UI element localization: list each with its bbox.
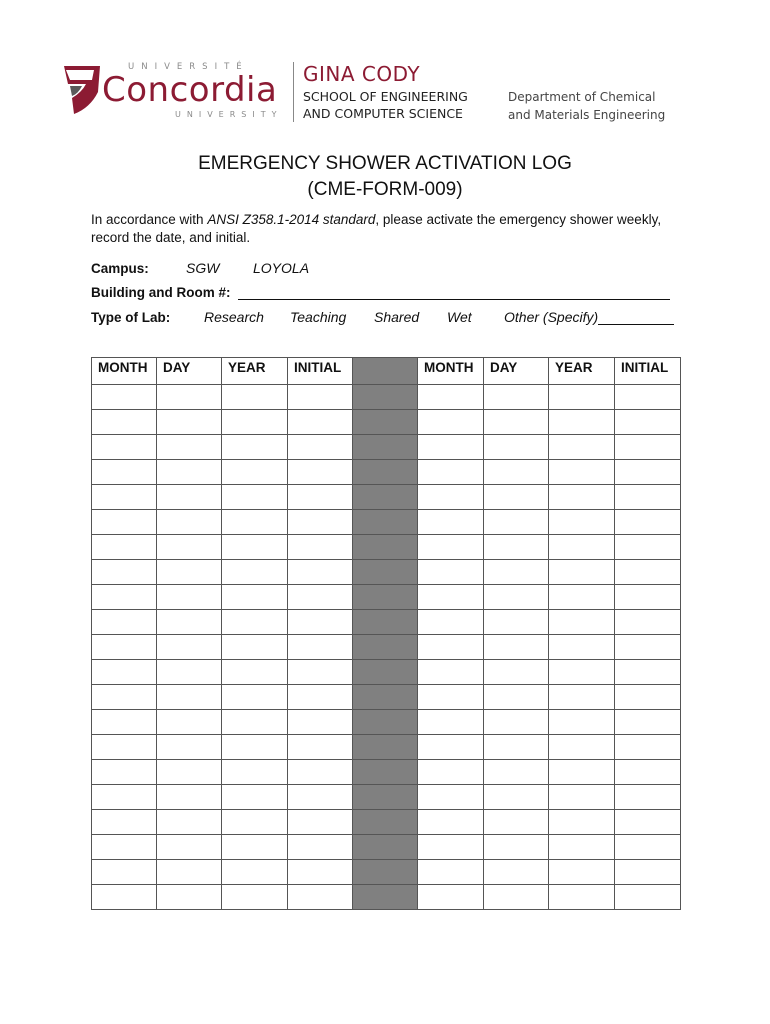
- divider-cell: [353, 860, 418, 885]
- campus-row: [91, 261, 149, 276]
- cell-initial-left[interactable]: [288, 685, 353, 710]
- university-top-text: UNIVERSITÉ: [128, 62, 249, 72]
- table-row: [92, 385, 681, 410]
- cell-year-left[interactable]: [222, 760, 288, 785]
- table-row: [92, 460, 681, 485]
- cell-day-left[interactable]: [157, 810, 222, 835]
- building-row: [91, 285, 231, 300]
- divider-cell: [353, 660, 418, 685]
- cell-year-left[interactable]: [222, 535, 288, 560]
- cell-day-right[interactable]: [484, 560, 549, 585]
- cell-year-left[interactable]: [222, 735, 288, 760]
- header-month-left: MONTH: [92, 358, 157, 385]
- divider-cell: [353, 410, 418, 435]
- cell-day-right[interactable]: [484, 535, 549, 560]
- cell-month-left[interactable]: [92, 785, 157, 810]
- cell-year-right[interactable]: [549, 585, 615, 610]
- cell-day-left[interactable]: [157, 485, 222, 510]
- cell-year-right[interactable]: [549, 860, 615, 885]
- cell-year-left[interactable]: [222, 585, 288, 610]
- cell-year-left[interactable]: [222, 885, 288, 910]
- cell-month-right[interactable]: [418, 435, 484, 460]
- cell-month-left[interactable]: [92, 435, 157, 460]
- cell-initial-left[interactable]: [288, 760, 353, 785]
- cell-day-right[interactable]: [484, 685, 549, 710]
- intro-before: In accordance with: [91, 212, 208, 227]
- university-name: Concordia: [102, 70, 278, 110]
- cell-initial-left[interactable]: [288, 835, 353, 860]
- divider-cell: [353, 710, 418, 735]
- intro-standard: ANSI Z358.1-2014 standard: [207, 212, 376, 227]
- concordia-logo: [60, 60, 285, 122]
- cell-month-right[interactable]: [418, 710, 484, 735]
- table-row: [92, 710, 681, 735]
- form-title-block: [0, 151, 770, 203]
- cell-year-right[interactable]: [549, 785, 615, 810]
- cell-month-right[interactable]: [418, 660, 484, 685]
- cell-year-right[interactable]: [549, 435, 615, 460]
- cell-month-left[interactable]: [92, 760, 157, 785]
- cell-day-right[interactable]: [484, 660, 549, 685]
- cell-month-left[interactable]: [92, 460, 157, 485]
- building-room-field[interactable]: [238, 285, 670, 300]
- cell-month-left[interactable]: [92, 535, 157, 560]
- table-row: [92, 685, 681, 710]
- cell-initial-right[interactable]: [615, 610, 681, 635]
- divider-cell: [353, 685, 418, 710]
- cell-initial-left[interactable]: [288, 735, 353, 760]
- cell-month-right[interactable]: [418, 860, 484, 885]
- lab-type-label: Type of Lab:: [91, 310, 171, 325]
- faculty-line-1: SCHOOL OF ENGINEERING: [303, 89, 468, 104]
- cell-year-left[interactable]: [222, 785, 288, 810]
- department-line-2: and Materials Engineering: [508, 108, 666, 122]
- cell-day-right[interactable]: [484, 835, 549, 860]
- cell-day-right[interactable]: [484, 585, 549, 610]
- cell-year-left[interactable]: [222, 810, 288, 835]
- cell-year-right[interactable]: [549, 560, 615, 585]
- campus-option-loyola[interactable]: LOYOLA: [253, 260, 310, 276]
- cell-day-left[interactable]: [157, 835, 222, 860]
- form-code: (CME-FORM-009): [307, 179, 463, 200]
- cell-day-left[interactable]: [157, 860, 222, 885]
- header-day-right: DAY: [484, 358, 549, 385]
- cell-initial-left[interactable]: [288, 660, 353, 685]
- cell-month-left[interactable]: [92, 735, 157, 760]
- table-row: [92, 660, 681, 685]
- cell-day-right[interactable]: [484, 785, 549, 810]
- header-initial-left: INITIAL: [288, 358, 353, 385]
- cell-initial-right[interactable]: [615, 735, 681, 760]
- divider-cell: [353, 585, 418, 610]
- divider-cell: [353, 385, 418, 410]
- cell-initial-right[interactable]: [615, 860, 681, 885]
- divider-cell: [353, 885, 418, 910]
- cell-day-right[interactable]: [484, 610, 549, 635]
- table-row: [92, 785, 681, 810]
- cell-initial-right[interactable]: [615, 660, 681, 685]
- cell-day-left[interactable]: [157, 885, 222, 910]
- cell-initial-left[interactable]: [288, 560, 353, 585]
- cell-day-left[interactable]: [157, 635, 222, 660]
- cell-month-left[interactable]: [92, 610, 157, 635]
- cell-initial-right[interactable]: [615, 510, 681, 535]
- cell-month-left[interactable]: [92, 860, 157, 885]
- cell-day-right[interactable]: [484, 735, 549, 760]
- cell-initial-right[interactable]: [615, 385, 681, 410]
- cell-year-left[interactable]: [222, 510, 288, 535]
- logo-divider: [293, 62, 294, 122]
- cell-initial-left[interactable]: [288, 585, 353, 610]
- cell-day-left[interactable]: [157, 660, 222, 685]
- cell-month-right[interactable]: [418, 510, 484, 535]
- cell-year-right[interactable]: [549, 660, 615, 685]
- cell-month-left[interactable]: [92, 635, 157, 660]
- cell-day-right[interactable]: [484, 485, 549, 510]
- cell-year-left[interactable]: [222, 385, 288, 410]
- cell-month-left[interactable]: [92, 385, 157, 410]
- cell-initial-right[interactable]: [615, 685, 681, 710]
- cell-year-left[interactable]: [222, 635, 288, 660]
- table-row: [92, 885, 681, 910]
- cell-year-left[interactable]: [222, 710, 288, 735]
- cell-month-left[interactable]: [92, 835, 157, 860]
- cell-month-left[interactable]: [92, 710, 157, 735]
- cell-day-left[interactable]: [157, 685, 222, 710]
- cell-day-left[interactable]: [157, 610, 222, 635]
- cell-day-right[interactable]: [484, 885, 549, 910]
- cell-year-right[interactable]: [549, 685, 615, 710]
- cell-day-left[interactable]: [157, 385, 222, 410]
- log-table-body: [92, 385, 681, 910]
- cell-month-right[interactable]: [418, 810, 484, 835]
- building-label: Building and Room #:: [91, 285, 231, 300]
- divider-cell: [353, 635, 418, 660]
- cell-month-right[interactable]: [418, 460, 484, 485]
- table-header-row: [92, 358, 681, 385]
- department-line-1: Department of Chemical: [508, 90, 656, 104]
- header-month-right: MONTH: [418, 358, 484, 385]
- cell-month-right[interactable]: [418, 835, 484, 860]
- cell-initial-left[interactable]: [288, 860, 353, 885]
- cell-month-right[interactable]: [418, 760, 484, 785]
- cell-month-right[interactable]: [418, 410, 484, 435]
- cell-year-right[interactable]: [549, 610, 615, 635]
- cell-initial-left[interactable]: [288, 510, 353, 535]
- cell-day-right[interactable]: [484, 410, 549, 435]
- table-row: [92, 410, 681, 435]
- cell-year-right[interactable]: [549, 760, 615, 785]
- table-row: [92, 535, 681, 560]
- header-day-left: DAY: [157, 358, 222, 385]
- cell-month-right[interactable]: [418, 585, 484, 610]
- cell-year-right[interactable]: [549, 810, 615, 835]
- cell-day-right[interactable]: [484, 760, 549, 785]
- shield-icon: [60, 62, 104, 118]
- cell-initial-left[interactable]: [288, 410, 353, 435]
- cell-initial-right[interactable]: [615, 585, 681, 610]
- cell-day-left[interactable]: [157, 785, 222, 810]
- table-row: [92, 435, 681, 460]
- cell-year-right[interactable]: [549, 385, 615, 410]
- divider-column-header: [353, 358, 418, 385]
- table-row: [92, 835, 681, 860]
- campus-option-sgw[interactable]: SGW: [186, 260, 220, 276]
- cell-year-right[interactable]: [549, 510, 615, 535]
- cell-month-right[interactable]: [418, 610, 484, 635]
- cell-year-right[interactable]: [549, 485, 615, 510]
- cell-month-right[interactable]: [418, 685, 484, 710]
- cell-year-right[interactable]: [549, 410, 615, 435]
- cell-month-left[interactable]: [92, 510, 157, 535]
- table-row: [92, 860, 681, 885]
- form-title: EMERGENCY SHOWER ACTIVATION LOG: [198, 153, 572, 174]
- cell-initial-right[interactable]: [615, 885, 681, 910]
- lab-option-other[interactable]: Other (Specify): [504, 309, 599, 325]
- table-row: [92, 810, 681, 835]
- cell-year-right[interactable]: [549, 535, 615, 560]
- cell-year-left[interactable]: [222, 685, 288, 710]
- table-row: [92, 760, 681, 785]
- cell-initial-left[interactable]: [288, 385, 353, 410]
- divider-cell: [353, 535, 418, 560]
- cell-day-right[interactable]: [484, 860, 549, 885]
- cell-year-right[interactable]: [549, 885, 615, 910]
- cell-year-left[interactable]: [222, 460, 288, 485]
- cell-day-right[interactable]: [484, 435, 549, 460]
- cell-day-right[interactable]: [484, 635, 549, 660]
- cell-day-right[interactable]: [484, 510, 549, 535]
- cell-initial-right[interactable]: [615, 785, 681, 810]
- cell-year-left[interactable]: [222, 435, 288, 460]
- divider-cell: [353, 610, 418, 635]
- header-year-right: YEAR: [549, 358, 615, 385]
- cell-initial-left[interactable]: [288, 885, 353, 910]
- table-row: [92, 485, 681, 510]
- cell-initial-left[interactable]: [288, 610, 353, 635]
- cell-initial-right[interactable]: [615, 810, 681, 835]
- department-name: [508, 88, 665, 124]
- cell-year-left[interactable]: [222, 660, 288, 685]
- divider-cell: [353, 760, 418, 785]
- cell-month-right[interactable]: [418, 735, 484, 760]
- cell-initial-right[interactable]: [615, 760, 681, 785]
- cell-initial-right[interactable]: [615, 460, 681, 485]
- faculty-name: GINA CODY: [303, 62, 421, 86]
- cell-day-left[interactable]: [157, 710, 222, 735]
- cell-month-left[interactable]: [92, 485, 157, 510]
- divider-cell: [353, 460, 418, 485]
- cell-year-right[interactable]: [549, 710, 615, 735]
- cell-day-left[interactable]: [157, 510, 222, 535]
- divider-cell: [353, 835, 418, 860]
- cell-month-left[interactable]: [92, 660, 157, 685]
- divider-cell: [353, 810, 418, 835]
- cell-month-left[interactable]: [92, 410, 157, 435]
- faculty-line-2: AND COMPUTER SCIENCE: [303, 106, 463, 121]
- faculty-school: [303, 88, 468, 122]
- cell-month-left[interactable]: [92, 685, 157, 710]
- cell-year-right[interactable]: [549, 635, 615, 660]
- intro-after: , please activate the emergency shower weekly, record the date, and initial.: [91, 212, 662, 245]
- cell-month-left[interactable]: [92, 560, 157, 585]
- cell-initial-left[interactable]: [288, 460, 353, 485]
- table-row: [92, 560, 681, 585]
- cell-day-right[interactable]: [484, 460, 549, 485]
- cell-day-right[interactable]: [484, 710, 549, 735]
- table-row: [92, 735, 681, 760]
- campus-label: Campus:: [91, 261, 149, 276]
- intro-paragraph: [91, 211, 691, 247]
- cell-year-left[interactable]: [222, 485, 288, 510]
- cell-day-left[interactable]: [157, 560, 222, 585]
- cell-year-right[interactable]: [549, 460, 615, 485]
- cell-day-left[interactable]: [157, 435, 222, 460]
- header-year-left: YEAR: [222, 358, 288, 385]
- cell-initial-left[interactable]: [288, 810, 353, 835]
- cell-year-left[interactable]: [222, 410, 288, 435]
- divider-cell: [353, 510, 418, 535]
- cell-initial-right[interactable]: [615, 410, 681, 435]
- cell-year-right[interactable]: [549, 835, 615, 860]
- cell-initial-left[interactable]: [288, 785, 353, 810]
- divider-cell: [353, 735, 418, 760]
- cell-day-right[interactable]: [484, 385, 549, 410]
- cell-month-right[interactable]: [418, 785, 484, 810]
- cell-month-right[interactable]: [418, 560, 484, 585]
- cell-day-right[interactable]: [484, 810, 549, 835]
- cell-year-right[interactable]: [549, 735, 615, 760]
- cell-initial-right[interactable]: [615, 560, 681, 585]
- cell-initial-left[interactable]: [288, 435, 353, 460]
- cell-year-left[interactable]: [222, 835, 288, 860]
- lab-option-shared[interactable]: Shared: [374, 309, 420, 325]
- cell-year-left[interactable]: [222, 560, 288, 585]
- divider-cell: [353, 560, 418, 585]
- table-row: [92, 610, 681, 635]
- cell-month-left[interactable]: [92, 810, 157, 835]
- cell-year-left[interactable]: [222, 610, 288, 635]
- table-row: [92, 510, 681, 535]
- cell-day-left[interactable]: [157, 760, 222, 785]
- divider-cell: [353, 785, 418, 810]
- cell-initial-right[interactable]: [615, 635, 681, 660]
- cell-initial-left[interactable]: [288, 535, 353, 560]
- cell-month-right[interactable]: [418, 485, 484, 510]
- cell-month-left[interactable]: [92, 585, 157, 610]
- cell-year-left[interactable]: [222, 860, 288, 885]
- lab-option-research[interactable]: Research: [204, 309, 264, 325]
- cell-day-left[interactable]: [157, 410, 222, 435]
- cell-initial-right[interactable]: [615, 710, 681, 735]
- divider-cell: [353, 485, 418, 510]
- cell-day-left[interactable]: [157, 585, 222, 610]
- cell-day-left[interactable]: [157, 460, 222, 485]
- university-bottom-text: UNIVERSITY: [175, 110, 283, 119]
- log-table: [91, 357, 681, 910]
- cell-month-right[interactable]: [418, 385, 484, 410]
- cell-day-left[interactable]: [157, 735, 222, 760]
- cell-day-left[interactable]: [157, 535, 222, 560]
- lab-other-field[interactable]: [598, 310, 674, 325]
- divider-cell: [353, 435, 418, 460]
- cell-initial-right[interactable]: [615, 435, 681, 460]
- cell-month-left[interactable]: [92, 885, 157, 910]
- cell-initial-left[interactable]: [288, 635, 353, 660]
- cell-initial-left[interactable]: [288, 710, 353, 735]
- table-row: [92, 635, 681, 660]
- lab-option-wet[interactable]: Wet: [447, 309, 472, 325]
- header-initial-right: INITIAL: [615, 358, 681, 385]
- cell-initial-right[interactable]: [615, 835, 681, 860]
- lab-option-teaching[interactable]: Teaching: [290, 309, 347, 325]
- lab-type-row: [91, 310, 170, 325]
- cell-initial-right[interactable]: [615, 485, 681, 510]
- cell-month-right[interactable]: [418, 535, 484, 560]
- cell-month-right[interactable]: [418, 885, 484, 910]
- cell-month-right[interactable]: [418, 635, 484, 660]
- cell-initial-right[interactable]: [615, 535, 681, 560]
- cell-initial-left[interactable]: [288, 485, 353, 510]
- table-row: [92, 585, 681, 610]
